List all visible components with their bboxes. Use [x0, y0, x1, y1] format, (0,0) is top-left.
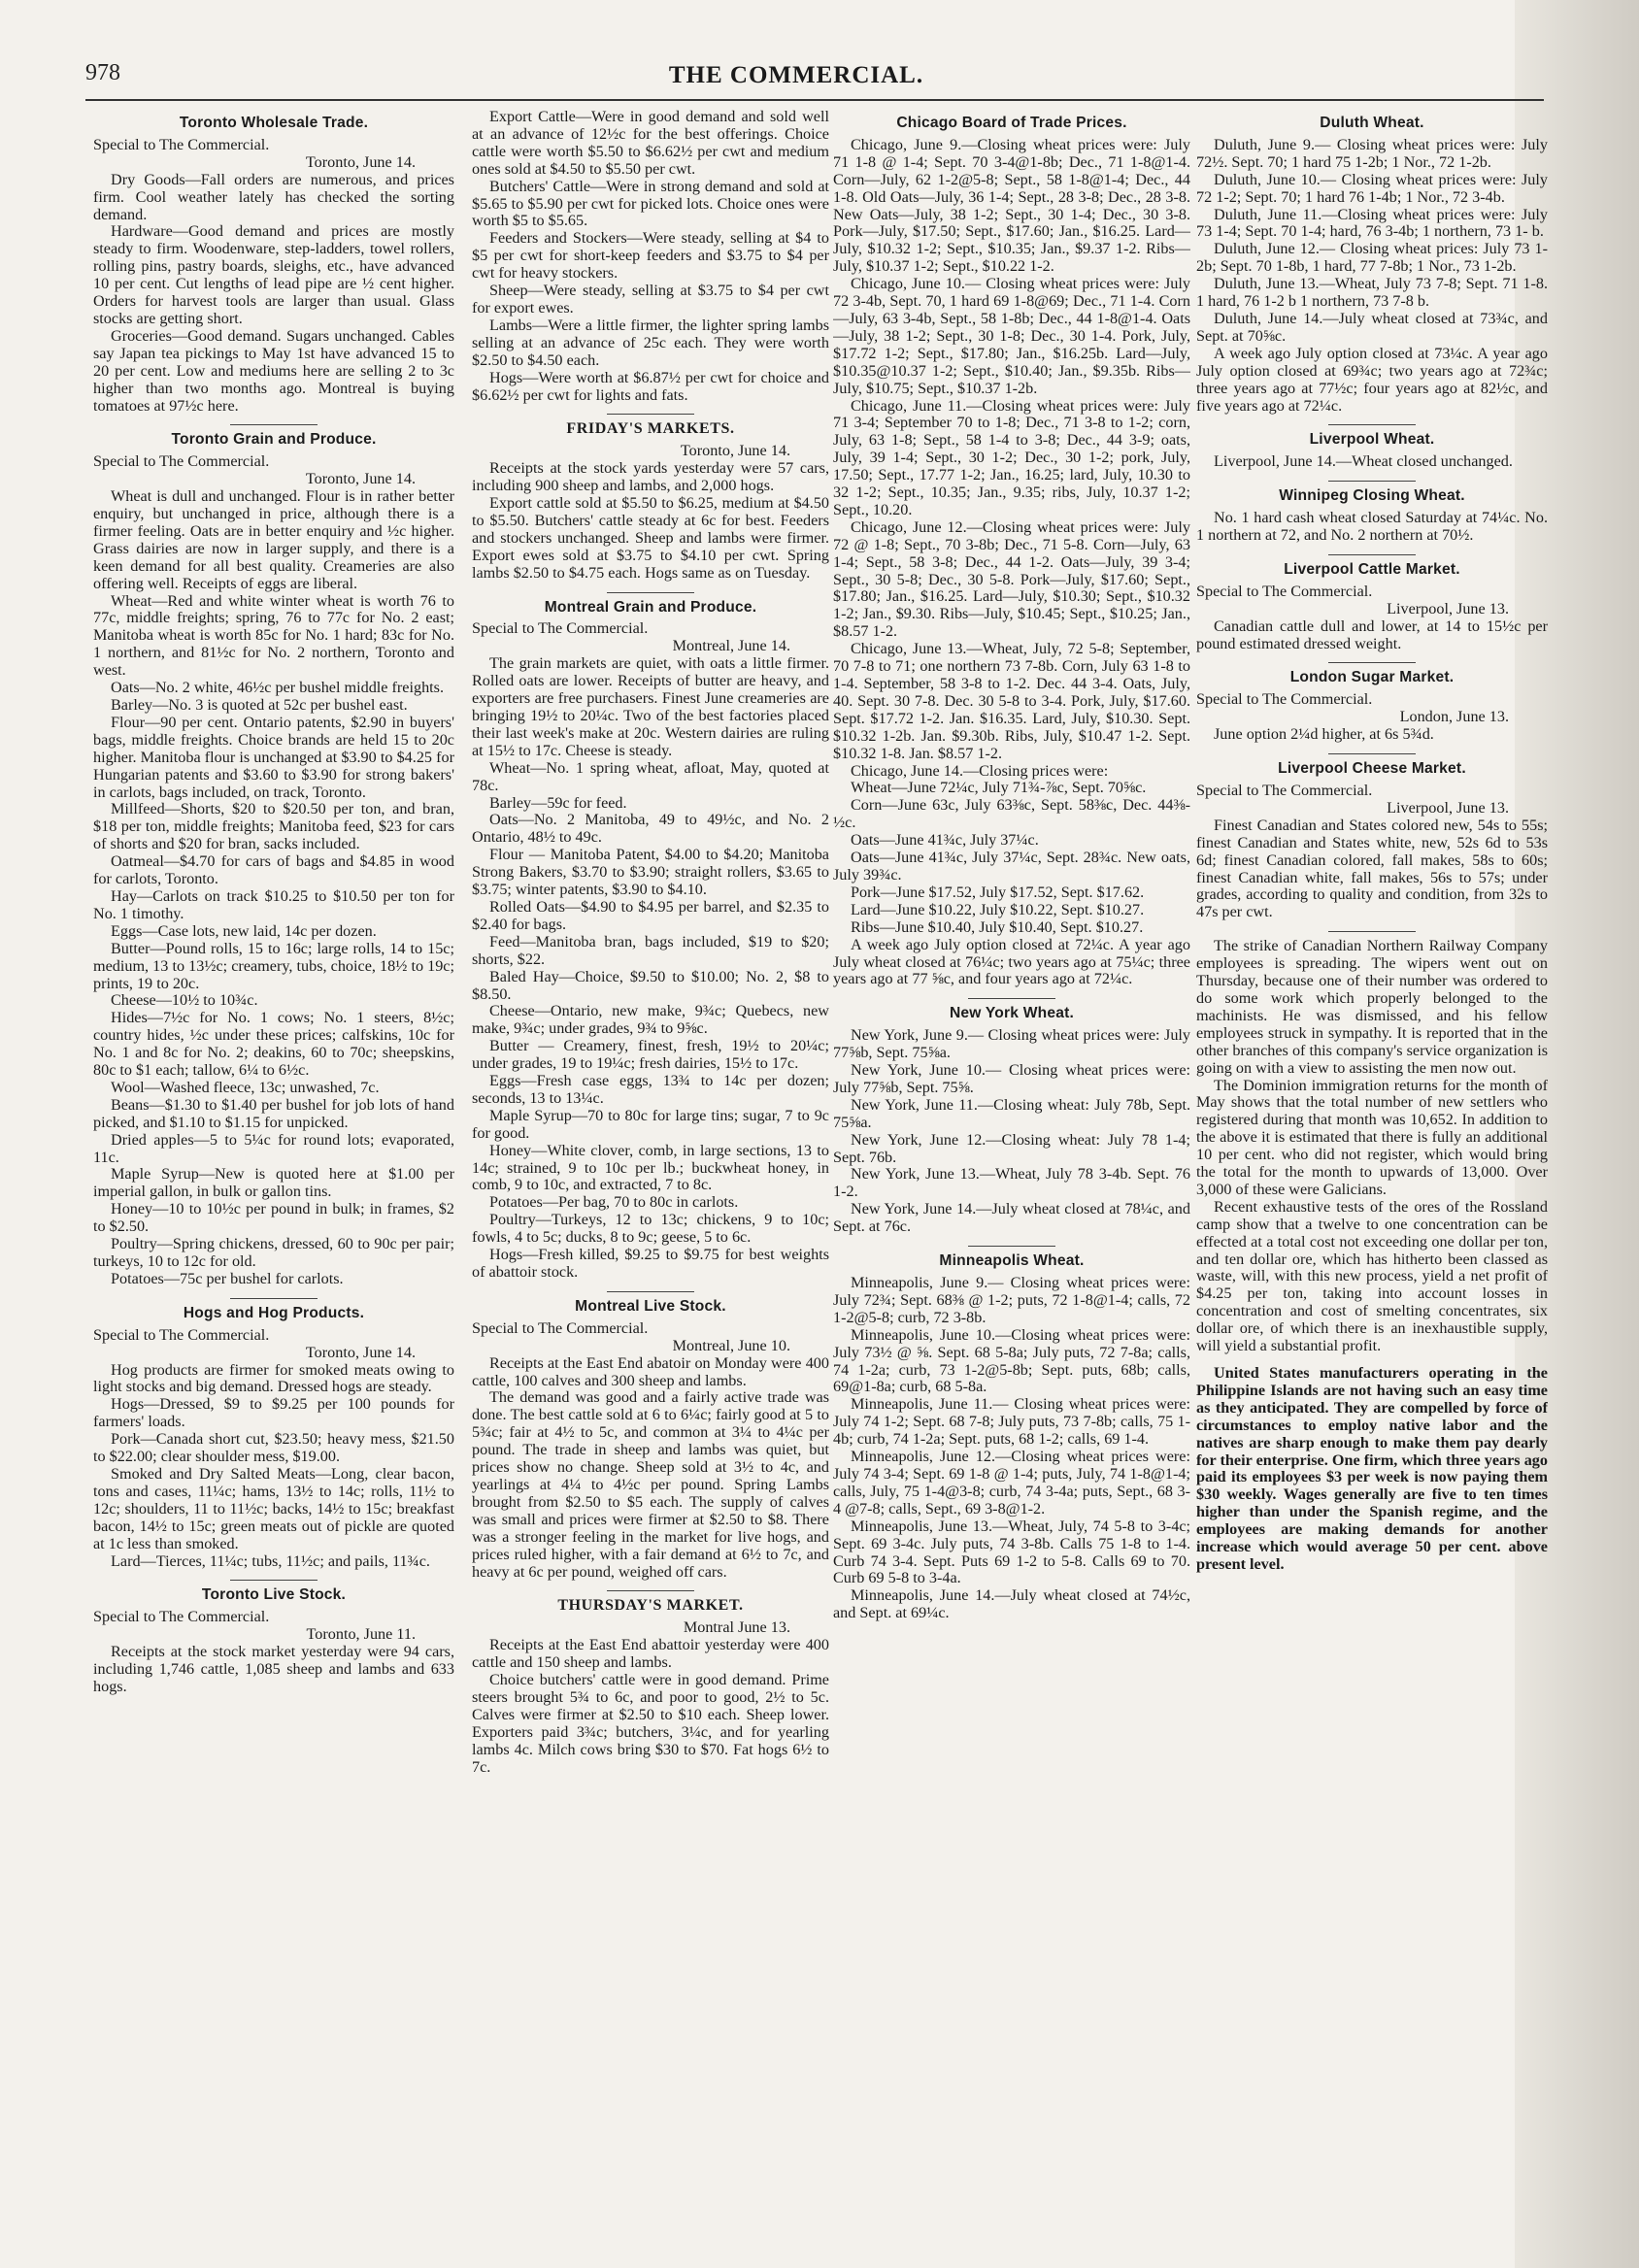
article-paragraph: Chicago, June 10.— Closing wheat prices were: July 72 3-4b, Sept. 70, 1 hard 69 1-8@69; Dec., 71 1-4. Corn—July, 63 3-4b, Sept., 58 1-8b; Dec., 44 1-8@1-4. Oats—July, 38 1-2; Sept., 30 1-8; Dec., 30 1-4. Pork, July, $17.72 1-2; Sept., $17.80; Jan., $16.25b. Lard—July, $10.35@10.37 1-2; Sept., $10.40; Jan., $9.35b. Ribs—July, $10.75; Sept., $10.37 1-2b. [833, 275, 1190, 397]
article-section [472, 109, 829, 404]
article-paragraph: Cheese—Ontario, new make, 9¾c; Quebecs, new make, 9¾c; under grades, 9¾ to 9⅝c. [472, 1002, 829, 1038]
article-subheading: Special to The Commercial. [472, 1318, 649, 1337]
article-paragraph: Flour—90 per cent. Ontario patents, $2.90 in buyers' bags, middle freights. Choice brands are held 15 to 20c higher. Manitoba flour is unchanged at $3.90 to $4.25 for Hungarian patents and $3.60 to $3.90 for strong bakers' in carlots, bags included, on track, Toronto. [93, 713, 454, 801]
article-dateline: Toronto, June 11. [306, 1625, 416, 1644]
article-paragraph: Honey—10 to 10½c per pound in bulk; in frames, $2 to $2.50. [93, 1200, 454, 1236]
article-dateline: Toronto, June 14. [305, 1343, 416, 1361]
article-paragraph: New York, June 13.—Wheat, July 78 3-4b. Sept. 76 1-2. [833, 1165, 1190, 1201]
article-paragraph: Duluth, June 12.— Closing wheat prices: July 73 1-2b; Sept. 70 1-8b, 1 hard, 77 7-8b; 1 Nor., 73 1-2b. [1196, 240, 1548, 276]
article-paragraph: United States manufacturers operating in the Philippine Islands are not having such an easy time as they anticipated. They are compelled by force of circumstances to employ native labor and the natives are sharp enough to make them pay dearly for their enterprise. One firm, which three years ago paid its employees $3 per week is now paying them $30 weekly. Wages generally are five to ten times higher than under the Spanish regime, and the employees are making demands for another increase which would average 50 per cent. above present level. [1196, 1364, 1548, 1573]
article-heading: FRIDAY'S MARKETS. [566, 420, 735, 438]
article-paragraph: The strike of Canadian Northern Railway Company employees is spreading. The wipers went out on Thursday, because one of their number was ordered to do some work which properly belonged to the machinists. He was dismissed, and his fellow employees struck in sympathy. It is reported that in the other branches of this company's service organization is going on with a view to assisting the men now out. [1196, 937, 1548, 1077]
article-dateline: Liverpool, June 13. [1387, 599, 1509, 617]
article-paragraph: Chicago, June 9.—Closing wheat prices were: July 71 1-8 @ 1-4; Sept. 70 3-4@1-8b; Dec., 71 1-8@1-4. Corn—July, 62 1-2@5-8; Sept., 58 1-8@1-4; Dec., 44 1-8. Old Oats—July, 36 1-4; Sept., 28 3-8; Dec., 28 3-8. New Oats—July, 38 1-2; Sept., 30 1-4; Dec., 30 3-8. Pork—July, $17.50; Sept., $17.60; Jan., $16.25. Lard—July, $10.32 1-2; Sept., $10.35; Jan., $9.37 1-2. Ribs—July, $10.37 1-2; Sept., $10.22 1-2. [833, 135, 1190, 276]
section-separator [607, 414, 694, 415]
article-paragraph: Cheese—10½ to 10¾c. [111, 991, 258, 1010]
article-heading: Montreal Live Stock. [575, 1297, 726, 1315]
article-subheading: Special to The Commercial. [93, 1325, 270, 1344]
article-paragraph: Canadian cattle dull and lower, at 14 to 15½c per pound estimated dressed weight. [1196, 617, 1548, 652]
article-subheading: Special to The Commercial. [472, 619, 649, 638]
article-section [472, 420, 829, 582]
article-paragraph: Baled Hay—Choice, $9.50 to $10.00; No. 2, $8 to $8.50. [472, 967, 829, 1003]
article-paragraph: Lard—June $10.22, July $10.22, Sept. $10.27. [851, 900, 1145, 918]
article-heading: Minneapolis Wheat. [939, 1252, 1085, 1270]
article-paragraph: Potatoes—75c per bushel for carlots. [111, 1269, 344, 1287]
column-3 [833, 109, 1190, 2254]
article-paragraph: Flour — Manitoba Patent, $4.00 to $4.20; Manitoba Strong Bakers, $3.70 to $3.90; straight rollers, $3.65 to $3.75; winter patents, $3.90 to $4.10. [472, 846, 829, 899]
section-separator [968, 998, 1055, 999]
article-section [1196, 115, 1548, 415]
article-dateline: Toronto, June 14. [305, 152, 416, 171]
article-paragraph: Beans—$1.30 to $1.40 per bushel for job lots of hand picked, and $1.10 to $1.15 for unpicked. [93, 1095, 454, 1131]
article-heading: Toronto Grain and Produce. [171, 431, 377, 449]
section-separator [230, 1298, 318, 1299]
section-separator [1328, 424, 1416, 425]
article-paragraph: Pork—June $17.52, July $17.52, Sept. $17.62. [851, 883, 1145, 901]
article-heading: Hogs and Hog Products. [183, 1304, 365, 1321]
article-paragraph: Lambs—Were a little firmer, the lighter spring lambs selling at an advance of 25c each. They were worth $2.50 to $4.50 each. [472, 316, 829, 369]
article-paragraph: June option 2¼d higher, at 6s 5¾d. [1214, 725, 1434, 744]
article-paragraph: Oats—No. 2 Manitoba, 49 to 49½c, and No. 2 Ontario, 48½ to 49c. [472, 811, 829, 847]
article-paragraph: Millfeed—Shorts, $20 to $20.50 per ton, and bran, $18 per ton, middle freights; Manitoba feed, $23 for cars of shorts and $20 for bran, sacks included. [93, 800, 454, 853]
section-separator [1328, 481, 1416, 482]
article-paragraph: New York, June 14.—July wheat closed at 78¼c, and Sept. at 76c. [833, 1200, 1190, 1236]
article-heading: Montreal Grain and Produce. [544, 598, 757, 616]
article-paragraph: Potatoes—Per bag, 70 to 80c in carlots. [489, 1193, 739, 1212]
article-section [93, 115, 454, 415]
article-paragraph: Smoked and Dry Salted Meats—Long, clear bacon, tons and cases, 11¼c; hams, 13½ to 14c; rolls, 11½ to 12c; shoulders, 11 to 11½c; backs, 14½ to 15c; breakfast bacon, 14½ to 15c; green meats out of pickle are quoted at 1c less than smoked. [93, 1464, 454, 1552]
article-paragraph: Eggs—Fresh case eggs, 13¾ to 14c per dozen; seconds, 13 to 13¼c. [472, 1072, 829, 1107]
article-paragraph: Hay—Carlots on track $10.25 to $10.50 per ton for No. 1 timothy. [93, 886, 454, 922]
article-paragraph: Ribs—June $10.40, July $10.40, Sept. $10.27. [851, 917, 1144, 936]
article-paragraph: Hogs—Dressed, $9 to $9.25 per 100 pounds for farmers' loads. [93, 1395, 454, 1431]
article-paragraph: Hogs—Were worth at $6.87½ per cwt for choice and $6.62½ per cwt for lights and fats. [472, 368, 829, 404]
article-paragraph: Honey—White clover, comb, in large sections, 13 to 14c; strained, 9 to 10c per lb.; buckwheat honey, in comb, 9 to 10c, and extracted, 7 to 8c. [472, 1141, 829, 1194]
header-rule [85, 99, 1544, 101]
article-paragraph: Minneapolis, June 12.—Closing wheat prices were: July 74 3-4; Sept. 69 1-8 @ 1-4; puts, July, 74 1-8@1-4; calls, July, 75 1-4@3-8; curb, 74 3-4a; puts, Sept., 68 3-4 @7-8; calls, Sept., 69 3-8@1-2. [833, 1448, 1190, 1518]
section-separator [607, 1590, 694, 1591]
article-paragraph: Minneapolis, June 10.—Closing wheat prices were: July 73½ @ ⅝. Sept. 68 5-8a; July puts, 72 7-8a; calls, 74 1-2a; curb, 73 1-2@5-8b; Sept. puts, 68b; calls, 69@1-8a; curb, 68 5-8a. [833, 1325, 1190, 1396]
article-paragraph: Wheat—June 72¼c, July 71¾-⅞c, Sept. 70⅝c. [851, 779, 1147, 797]
article-paragraph: Chicago, June 13.—Wheat, July, 72 5-8; September, 70 7-8 to 71; one northern 73 7-8b. Corn, July 63 1-8 to 1-4. September, 58 3-8 to 1-2. Dec. 44 3-4. Oats, July, 40. Sept. 30 7-8. Dec. 30 5-8 to 3-4. Pork, July, $17.60. Sept. $17.72 1-2. Jan. $16.35. Lard, July, $10.30. Sept. $10.32 1-2b. Jan. $9.30b. Ribs, July, $10.47 1-2. Sept. $10.32 1-8. Jan. $8.57 1-2. [833, 640, 1190, 762]
article-paragraph: Feeders and Stockers—Were steady, selling at $4 to $5 per cwt for short-keep feeders and $3.75 to $4 per cwt for heavy stockers. [472, 229, 829, 283]
article-heading: Liverpool Wheat. [1309, 431, 1435, 449]
article-paragraph: Duluth, June 11.—Closing wheat prices were: July 73 1-4; Sept. 70 1-4; hard, 76 3-4b; 1 northern, 73 1- b. [1196, 205, 1548, 241]
article-paragraph: Duluth, June 13.—Wheat, July 73 7-8; Sept. 71 1-8. 1 hard, 76 1-2 b 1 northern, 73 7-8 b. [1196, 275, 1548, 311]
article-section [93, 1586, 454, 1695]
article-paragraph: Chicago, June 11.—Closing wheat prices were: July 71 3-4; September 70 to 1-8; Dec., 71 3-8 to 1-2; corn, July, 63 1-8; Sept., 58 1-4 to 3-8; Dec., 44 3-9; oats, July, 39 1-4; Sept., 30 1-2; Dec., 30 1-2; pork, July, 17.50; Sept., 17.77 1-2; Jan., 16.25; lard, July, 10.30 to 32 1-2; Sept., 10.35; Jan., 9.35; ribs, July, 10.37 1-2; Sept., 10.20. [833, 396, 1190, 518]
article-paragraph: Wheat is dull and unchanged. Flour is in rather better enquiry, but unchanged in price, although there is a firmer feeling. Oats are in better enquiry and ½c higher. Grass dairies are now in larger supply, and there is a keen demand for all best quality. Creameries are also offering well. Receipts of eggs are liberal. [93, 487, 454, 592]
article-paragraph: Barley—59c for feed. [489, 793, 627, 812]
article-heading: Liverpool Cattle Market. [1284, 560, 1460, 578]
article-paragraph: Receipts at the stock market yesterday were 94 cars, including 1,746 cattle, 1,085 sheep and lambs and 633 hogs. [93, 1643, 454, 1695]
article-paragraph: The demand was good and a fairly active trade was done. The best cattle sold at 6 to 6¼c; fairly good at 5 to 5¾c; fair at 4½ to 5c, and common at 3¼ to 4¼c per pound. The trade in sheep and lambs was quiet, but prices show no change. Sheep sold at 3½ to 4c, and yearlings at 4¼ to 4½c per pound. Spring Lambs brought from $2.50 to $5 each. The supply of calves was small and prices were firmer at $2.50 to $8. There was a stronger feeling in the market for live hogs, and prices ruled higher, with a fair demand at 6½ to 7c, and heavy at 6c per pound, weighed off cars. [472, 1388, 829, 1581]
article-paragraph: Minneapolis, June 9.— Closing wheat prices were: July 72¾; Sept. 68⅜ @ 1-2; puts, 72 1-8@1-4; calls, 72 1-2@5-8; curb, 72 3-8b. [833, 1274, 1190, 1326]
article-paragraph: Groceries—Good demand. Sugars unchanged. Cables say Japan tea pickings to May 1st have advanced 15 to 20 per cent. Low and mediums here are selling 2 to 3c higher than two months ago. Montreal is buying tomatoes at 97½c here. [93, 326, 454, 415]
section-separator [230, 424, 318, 425]
article-section [1196, 431, 1548, 471]
article-paragraph: Chicago, June 12.—Closing wheat prices were: July 72 @ 1-8; Sept., 70 3-8b; Dec., 71 5-8. Corn—July, 63 1-4; Sept., 58 3-8; Dec., 44 1-2. Oats—July, 39 3-4; Sept., 30 5-8; Dec., 30 5-8. Pork—July, $17.60; Sept., $17.80; Jan., $16.25. Lard—July, $10.30; Sept., $10.32 1-2; Jan., $9.30. Ribs—July, $10.45; Sept., $10.25; Jan., $8.57 1-2. [833, 517, 1190, 641]
article-subheading: Special to The Commercial. [1196, 782, 1373, 799]
article-dateline: London, June 13. [1399, 708, 1509, 726]
column-2 [472, 109, 829, 2254]
article-paragraph: Oatmeal—$4.70 for cars of bags and $4.85 in wood for carlots, Toronto. [93, 852, 454, 888]
article-paragraph: A week ago July option closed at 73¼c. A year ago July option closed at 69¾c; two years ago at 72¾c; three years ago at 77½c; four years ago at 82½c, and five years ago at 72¼c. [1196, 344, 1548, 415]
article-heading: Toronto Wholesale Trade. [179, 115, 369, 131]
article-paragraph: Barley—No. 3 is quoted at 52c per bushel east. [111, 696, 408, 714]
article-section [472, 1298, 829, 1582]
article-paragraph: Butchers' Cattle—Were in strong demand and sold at $5.65 to $5.90 per cwt for picked lots. Choice ones were worth $5 to $5.65. [472, 177, 829, 230]
article-section [833, 1252, 1190, 1622]
article-paragraph: New York, June 12.—Closing wheat: July 78 1-4; Sept. 76b. [833, 1130, 1190, 1166]
article-section [1196, 1365, 1548, 1574]
article-subheading: Special to The Commercial. [93, 452, 270, 471]
section-separator [1328, 662, 1416, 663]
article-paragraph: Feed—Manitoba bran, bags included, $19 to $20; shorts, $22. [472, 932, 829, 968]
article-dateline: Toronto, June 14. [680, 442, 790, 460]
section-separator [1328, 554, 1416, 555]
article-paragraph: Butter — Creamery, finest, fresh, 19½ to 20¼c; under grades, 19 to 19¼c; fresh dairies, 15½ to 17c. [472, 1037, 829, 1073]
article-paragraph: Oats—No. 2 white, 46½c per bushel middle freights. [111, 679, 445, 697]
article-section [1196, 487, 1548, 545]
column-4 [1196, 109, 1548, 2254]
article-paragraph: Receipts at the East End abattoir yesterday were 400 cattle and 150 sheep and lambs. [472, 1636, 829, 1672]
article-dateline: Montreal, June 14. [672, 637, 790, 655]
article-paragraph: Wool—Washed fleece, 13c; unwashed, 7c. [111, 1078, 380, 1096]
article-paragraph: Choice butchers' cattle were in good demand. Prime steers brought 5¾ to 6c, and poor to good, 2½ to 5c. Calves were firmer at $2.50 to $10 each. Sheep lower. Exporters paid 3¾c; butchers, 3¼c, and for yearling lambs 4c. Milch cows bring $30 to $70. Fat hogs 6½ to 7c. [472, 1671, 829, 1776]
article-heading: Toronto Live Stock. [201, 1586, 347, 1604]
article-paragraph: Liverpool, June 14.—Wheat closed unchanged. [1214, 452, 1513, 471]
article-paragraph: Minneapolis, June 14.—July wheat closed at 74½c, and Sept. at 69¼c. [833, 1586, 1190, 1622]
article-paragraph: New York, June 9.— Closing wheat prices were: July 77⅝b, Sept. 75⅝a. [833, 1026, 1190, 1062]
article-paragraph: Rolled Oats—$4.90 to $4.95 per barrel, and $2.35 to $2.40 for bags. [472, 897, 829, 933]
article-paragraph: Hardware—Good demand and prices are mostly steady to firm. Woodenware, step-ladders, towel rollers, rolling pins, pastry boards, sleighs, etc., have advanced 10 per cent. Cut lengths of lead pipe are ½ cent higher. Orders for harvest tools are larger than usual. Glass stocks are getting short. [93, 222, 454, 327]
article-paragraph: Duluth, June 9.— Closing wheat prices were: July 72½. Sept. 70; 1 hard 75 1-2b; 1 Nor., 72 1-2b. [1196, 135, 1548, 171]
article-paragraph: Maple Syrup—New is quoted here at $1.00 per imperial gallon, in bulk or gallon tins. [93, 1165, 454, 1201]
article-subheading: Special to The Commercial. [1196, 582, 1373, 600]
article-paragraph: Finest Canadian and States colored new, 54s to 55s; finest Canadian and States white, new, 52s 6d to 53s 6d; finest Canadian colored, fall makes, 58s to 60s; finest Canadian white, fall makes, 56s to 57s; under grades, according to quality and condition, from 32s to 47s per cwt. [1196, 816, 1548, 921]
article-paragraph: Poultry—Spring chickens, dressed, 60 to 90c per pair; turkeys, 10 to 12c for old. [93, 1235, 454, 1270]
article-paragraph: No. 1 hard cash wheat closed Saturday at 74¼c. No. 1 northern at 72, and No. 2 northern at 70½. [1196, 509, 1548, 545]
article-paragraph: Duluth, June 14.—July wheat closed at 73¾c, and Sept. at 70⅝c. [1196, 309, 1548, 345]
article-section [833, 1005, 1190, 1236]
article-heading: New York Wheat. [949, 1005, 1075, 1022]
article-paragraph: Wheat—Red and white winter wheat is worth 76 to 77c, middle freights; spring, 76 to 77c for No. 2 east; Manitoba wheat is worth 85c for No. 1 hard; 83c for No. 1 northern, and 81½c for No. 2 northern, Toronto and west. [93, 591, 454, 680]
article-paragraph: Lard—Tierces, 11¼c; tubs, 11½c; and pails, 11¾c. [111, 1551, 430, 1570]
article-section [1196, 760, 1548, 921]
article-paragraph: Butter—Pound rolls, 15 to 16c; large rolls, 14 to 15c; medium, 13 to 13½c; creamery, tubs, choice, 18½ to 19c; prints, 19 to 20c. [93, 939, 454, 992]
article-paragraph: Corn—June 63c, July 63⅜c, Sept. 58⅜c, Dec. 44⅜-½c. [833, 796, 1190, 832]
article-heading: Winnipeg Closing Wheat. [1279, 487, 1465, 505]
article-section [1196, 931, 1548, 1355]
article-paragraph: Oats—June 41¾c, July 37¼c, Sept. 28¾c. New oats, July 39¾c. [833, 849, 1190, 884]
article-paragraph: Dried apples—5 to 5¼c for round lots; evaporated, 11c. [93, 1130, 454, 1166]
article-subheading: Special to The Commercial. [93, 1608, 270, 1626]
article-paragraph: The grain markets are quiet, with oats a little firmer. Rolled oats are lower. Receipts of butter are heavy, and exporters are free purchasers. Finest June creameries are bringing 19½ to 20¼c. Two of the best factories placed their last week's make at 20c. Western dairies are ruling at 15½ to 17c. Cheese is steady. [472, 654, 829, 759]
article-section [1196, 669, 1548, 744]
article-heading: London Sugar Market. [1289, 669, 1455, 686]
article-heading: Chicago Board of Trade Prices. [896, 115, 1127, 131]
article-section [93, 431, 454, 1287]
section-separator [607, 1291, 694, 1292]
article-section [472, 599, 829, 1282]
article-paragraph: Export cattle sold at $5.50 to $6.25, medium at $4.50 to $5.50. Butchers' cattle steady at 6c for best. Feeders and stockers unchanged. Sheep and lambs were firmer. Export ewes sold at $3.75 to $4.10 per cwt. Spring lambs $2.50 to $4.75 each. Hogs same as on Tuesday. [472, 494, 829, 582]
article-paragraph: Maple Syrup—70 to 80c for large tins; sugar, 7 to 9c for good. [472, 1106, 829, 1142]
page-header [0, 54, 1592, 99]
section-separator [1328, 753, 1416, 754]
article-section [472, 1597, 829, 1776]
page-number: 978 [85, 60, 120, 85]
article-paragraph: Recent exhaustive tests of the ores of the Rossland camp show that a twelve to one concentration can be effected at a total cost not exceeding one dollar per ton, and ten dollar ore, which has hitherto been classed as waste, will, with this new process, yield a net profit of $4.25 per ton, taking into account losses in concentration and cost of smelting concentrates, six dollar ore, of which there is an inexhaustible supply, will yield a substantial profit. [1196, 1197, 1548, 1355]
section-separator [607, 592, 694, 593]
article-paragraph: Hog products are firmer for smoked meats owing to light stocks and big demand. Dressed hogs are steady. [93, 1360, 454, 1396]
article-paragraph: Hides—7½c for No. 1 cows; No. 1 steers, 8½c; country hides, ½c under these prices; calfskins, 10c for No. 1 and 8c for No. 2; deakins, 60 to 70c; sheepskins, 80c to $1 each; tallow, 6¼ to 6½c. [93, 1009, 454, 1080]
article-paragraph: Minneapolis, June 13.—Wheat, July, 74 5-8 to 3-4c; Sept. 69 3-4c. July puts, 74 3-8b. Calls 75 1-8 to 1-4. Curb 74 3-4. Sept. Puts 69 1-2 to 5-8. Calls 69 to 70. Curb 69 5-8 to 3-4a. [833, 1517, 1190, 1587]
article-paragraph: Sheep—Were steady, selling at $3.75 to $4 per cwt for export ewes. [472, 282, 829, 317]
section-separator [1328, 931, 1416, 932]
section-separator [968, 1246, 1055, 1247]
article-paragraph: The Dominion immigration returns for the month of May shows that the total number of new settlers who registered during that month was 10,652. In addition to the above it is estimated that there is fully an additional 10 per cent. who did not register, which would bring the total for the month to upwards of 13,000. Over 3,000 of these were Galicians. [1196, 1076, 1548, 1198]
article-paragraph: Chicago, June 14.—Closing prices were: [851, 761, 1109, 780]
article-paragraph: New York, June 10.— Closing wheat prices were: July 77⅝b, Sept. 75⅝. [833, 1061, 1190, 1096]
article-paragraph: Wheat—No. 1 spring wheat, afloat, May, quoted at 78c. [472, 758, 829, 794]
article-paragraph: Minneapolis, June 11.— Closing wheat prices were: July 74 1-2; Sept. 68 7-8; July puts, 73 7-8b; calls, 75 1-4b; curb, 74 1-2a; Sept. puts, 68 1-2; calls, 69 1-4. [833, 1395, 1190, 1449]
article-section [1196, 561, 1548, 653]
article-dateline: Toronto, June 14. [305, 470, 416, 488]
article-heading: Duluth Wheat. [1320, 115, 1424, 131]
article-heading: Liverpool Cheese Market. [1278, 760, 1466, 778]
article-paragraph: New York, June 11.—Closing wheat: July 78b, Sept. 75⅝a. [833, 1095, 1190, 1131]
article-paragraph: Receipts at the stock yards yesterday were 57 cars, including 900 sheep and lambs, and 2,000 hogs. [472, 459, 829, 495]
article-dateline: Montral June 13. [683, 1618, 790, 1637]
section-separator [230, 1580, 318, 1581]
article-subheading: Special to The Commercial. [93, 135, 270, 153]
article-paragraph: Poultry—Turkeys, 12 to 13c; chickens, 9 to 10c; fowls, 4 to 5c; ducks, 8 to 9c; geese, 5 to 6c. [472, 1211, 829, 1247]
article-paragraph: A week ago July option closed at 72¼c. A year ago July wheat closed at 76¼c; two years ago at 75¼c; three years ago at 77 ⅝c, and four years ago at 72¼c. [833, 935, 1190, 988]
article-section [93, 1305, 454, 1571]
article-paragraph: Duluth, June 10.— Closing wheat prices were: July 72 1-2; Sept. 70; 1 hard 76 1-4b; 1 Nor., 72 3-4b. [1196, 170, 1548, 206]
article-dateline: Montreal, June 10. [672, 1336, 790, 1354]
column-1 [93, 109, 454, 2254]
article-paragraph: Pork—Canada short cut, $23.50; heavy mess, $21.50 to $22.00; clear shoulder mess, $19.00. [93, 1430, 454, 1466]
article-dateline: Liverpool, June 13. [1387, 798, 1509, 817]
article-paragraph: Oats—June 41¾c, July 37¼c. [851, 831, 1039, 850]
masthead: THE COMMERCIAL. [668, 62, 924, 88]
article-paragraph: Export Cattle—Were in good demand and sold well at an advance of 12½c for the best offerings. Choice cattle were worth $5.50 to $6.62½ per cwt and medium ones sold at $4.50 to $5.50 per cwt. [472, 109, 829, 178]
article-heading: THURSDAY'S MARKET. [557, 1597, 744, 1615]
article-paragraph: Dry Goods—Fall orders are numerous, and prices firm. Cool weather lately has checked the sorting demand. [93, 170, 454, 223]
article-section [833, 115, 1190, 988]
article-paragraph: Hogs—Fresh killed, $9.25 to $9.75 for best weights of abattoir stock. [472, 1246, 829, 1281]
article-paragraph: Receipts at the East End abatoir on Monday were 400 cattle, 100 calves and 300 sheep and lambs. [472, 1353, 829, 1389]
article-paragraph: Eggs—Case lots, new laid, 14c per dozen. [111, 921, 377, 940]
article-subheading: Special to The Commercial. [1196, 690, 1373, 709]
